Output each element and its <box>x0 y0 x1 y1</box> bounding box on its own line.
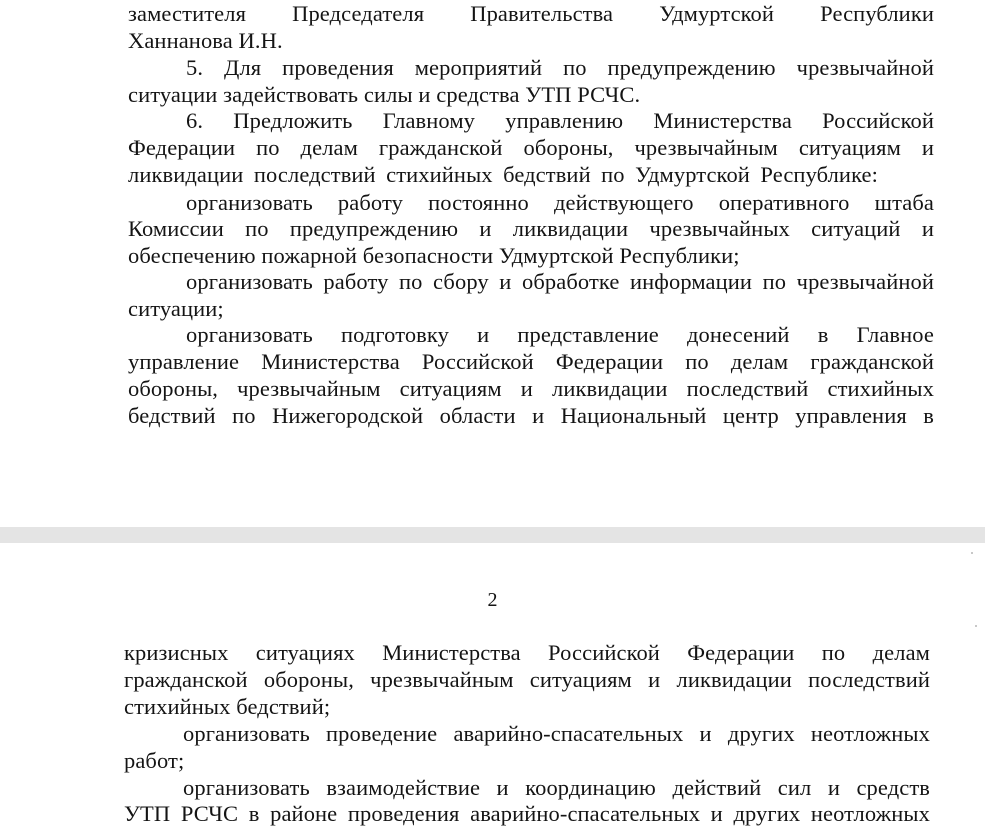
text-line: организовать работу постоянно действующего оперативного штаба <box>186 190 934 215</box>
text-line: обороны, чрезвычайным ситуациям и ликвидации последствий стихийных <box>128 376 934 401</box>
text-line: гражданской обороны, чрезвычайным ситуациям и ликвидации последствий <box>124 667 930 692</box>
text-line: организовать взаимодействие и координацию действий сил и средств <box>183 775 930 800</box>
text-line: Федерации по делам гражданской обороны, чрезвычайным ситуациям и <box>128 135 934 160</box>
text-line: 6. Предложить Главному управлению Министерства Российской <box>186 108 934 133</box>
text-line: ситуации задействовать силы и средства УТП РСЧС. <box>128 82 641 107</box>
text-line: обеспечению пожарной безопасности Удмуртской Республики; <box>128 243 740 268</box>
text-line: работ; <box>124 748 185 773</box>
text-line: ситуации; <box>128 296 224 321</box>
page-number: 2 <box>487 589 498 611</box>
text-line: организовать подготовку и представление донесений в Главное <box>186 322 934 347</box>
text-line: бедствий по Нижегородской области и Национальный центр управления в <box>128 403 934 428</box>
text-line: стихийных бедствий; <box>124 694 331 719</box>
text-line: кризисных ситуациях Министерства Российской Федерации по делам <box>124 640 930 665</box>
scan-speck <box>975 625 977 627</box>
text-line: управление Министерства Российской Федерации по делам гражданской <box>128 349 934 374</box>
text-line: организовать работу по сбору и обработке информации по чрезвычайной <box>186 269 934 294</box>
text-line: 5. Для проведения мероприятий по предупреждению чрезвычайной <box>186 55 934 80</box>
text-line: Ханнанова И.Н. <box>128 28 283 53</box>
text-line: ликвидации последствий стихийных бедствий по Удмуртской Республике: <box>128 162 878 187</box>
scan-speck <box>971 552 973 554</box>
text-line: Комиссии по предупреждению и ликвидации чрезвычайных ситуаций и <box>128 216 934 241</box>
document-page-2 <box>0 543 985 835</box>
text-line: заместителя Председателя Правительства Удмуртской Республики <box>128 1 934 26</box>
text-line: УТП РСЧС в районе проведения аварийно-спасательных и других неотложных <box>124 801 930 826</box>
page-separator <box>0 527 985 543</box>
text-line: организовать проведение аварийно-спасательных и других неотложных <box>183 721 930 746</box>
